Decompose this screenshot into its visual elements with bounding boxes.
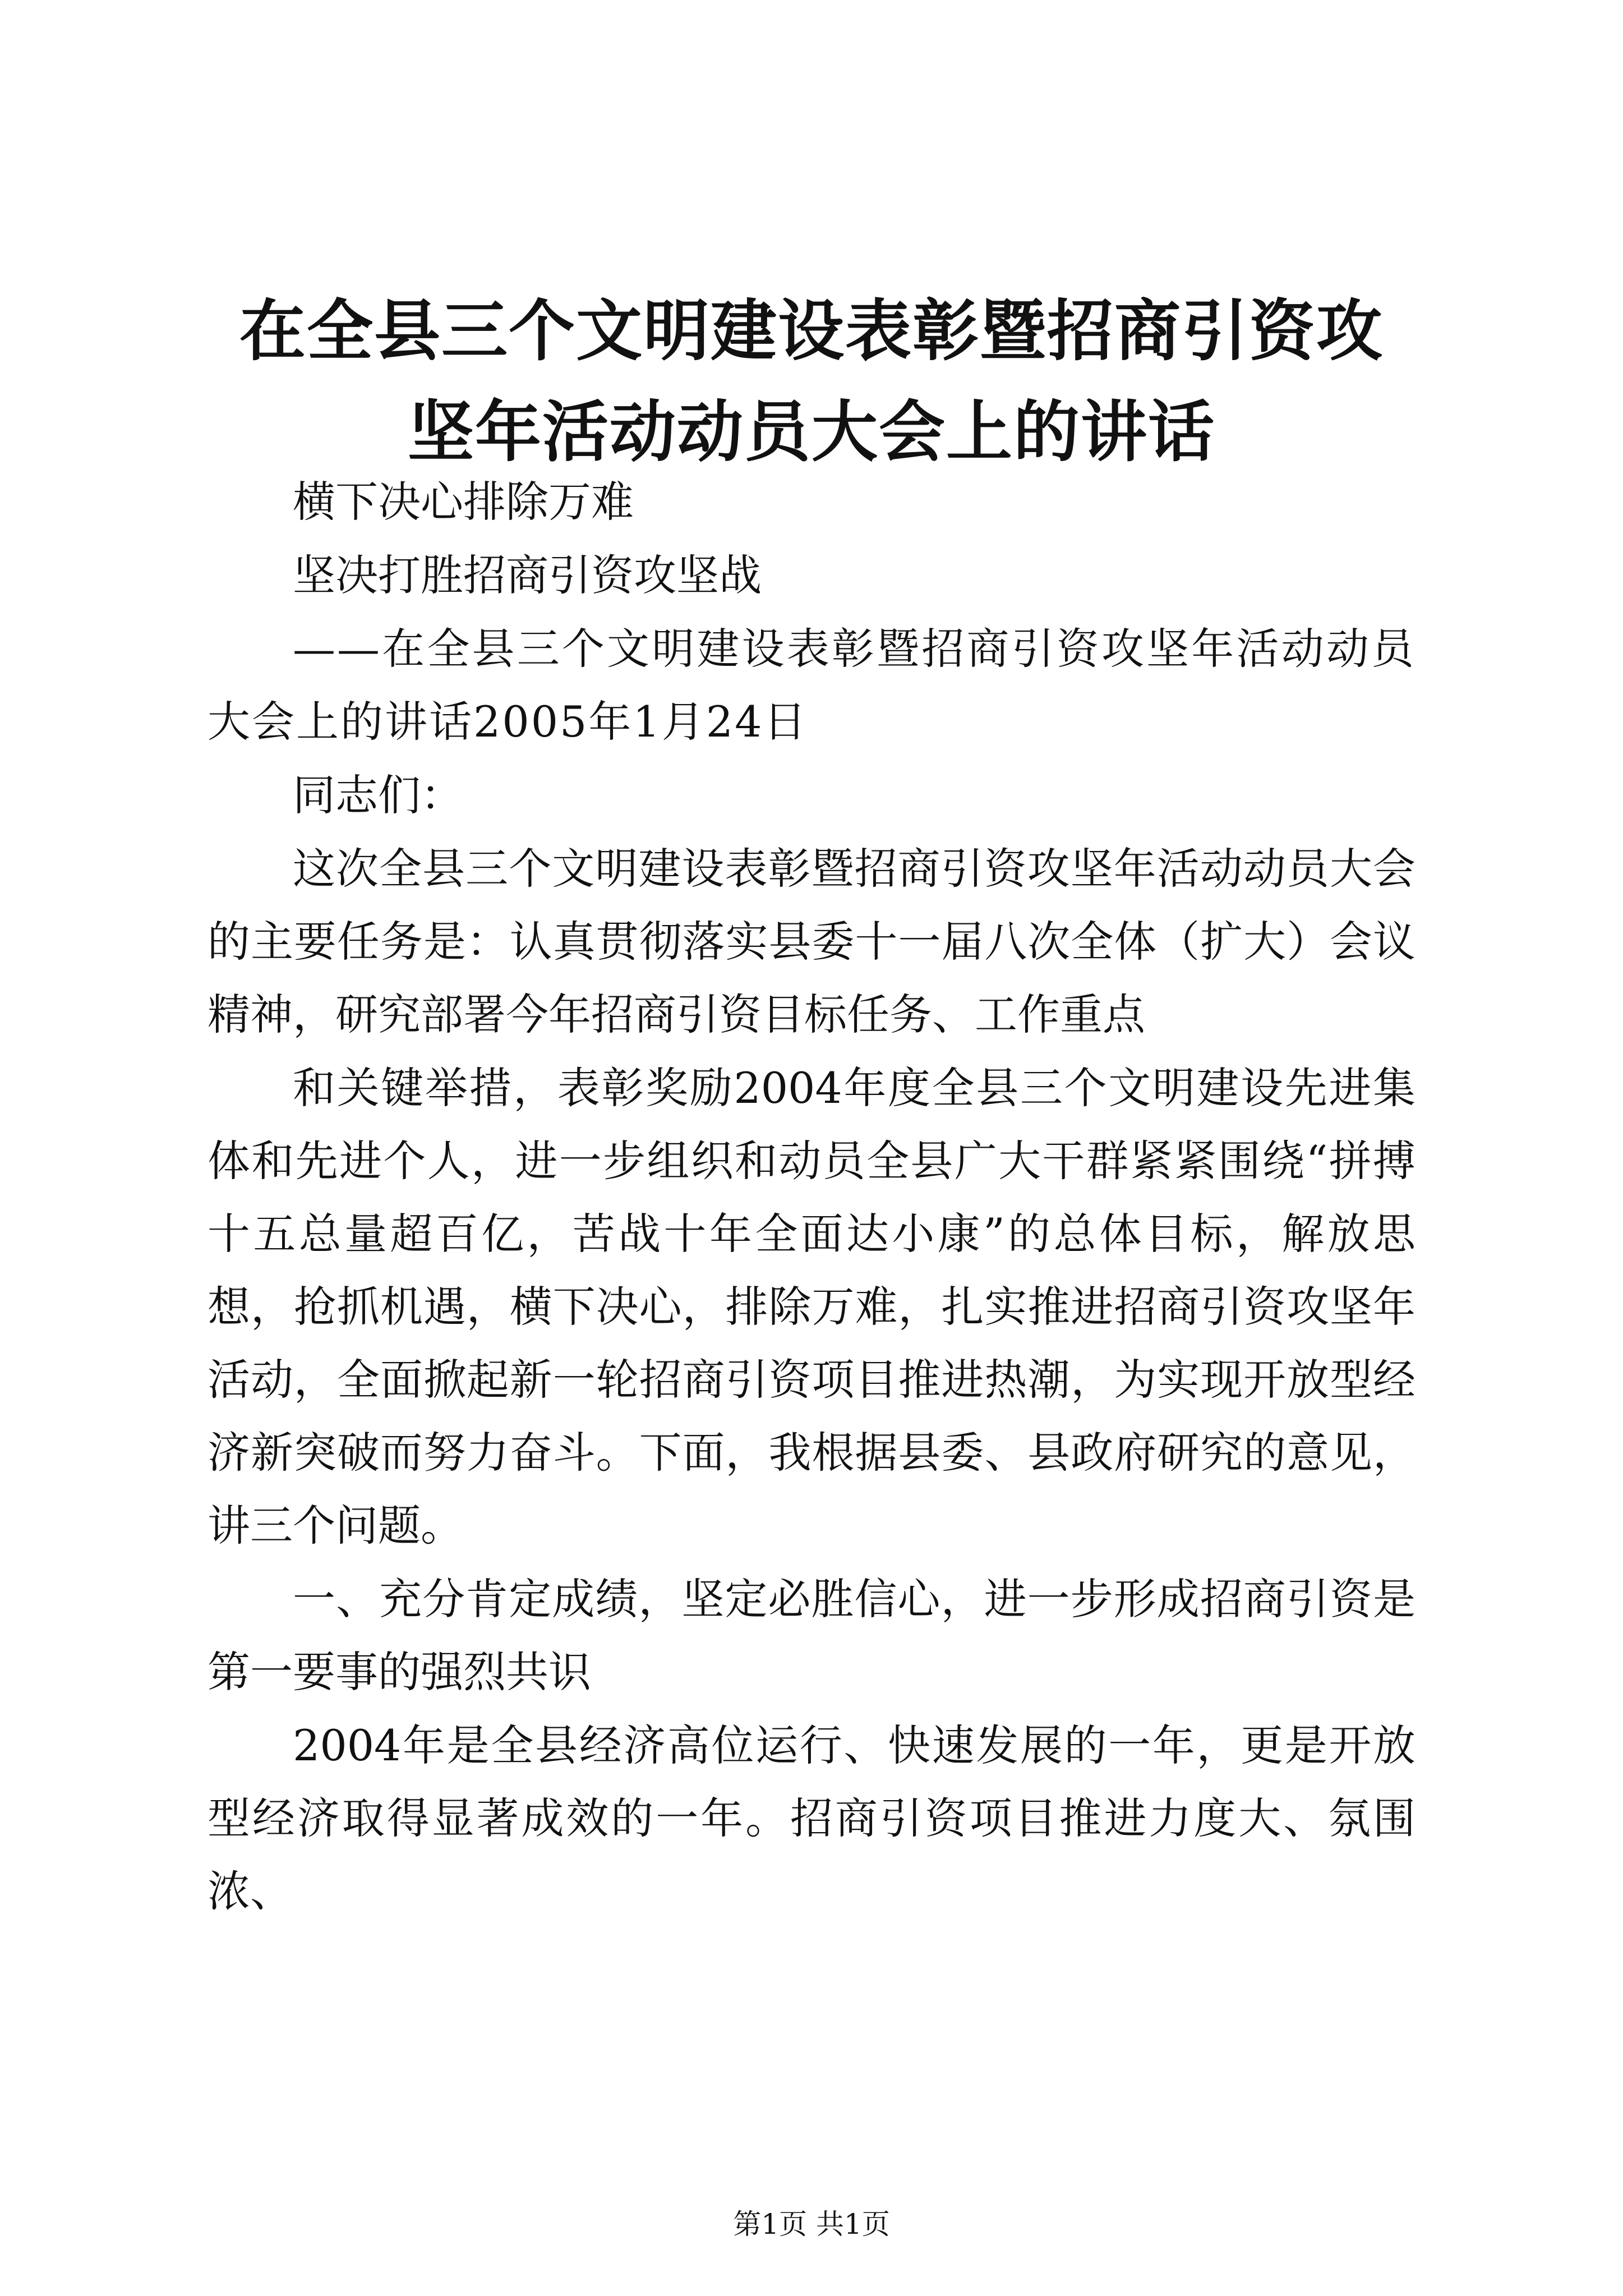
paragraph: 和关键举措，表彰奖励2004年度全县三个文明建设先进集体和先进个人，进一步组织和动员全县广大干群紧紧围绕“拼搏十五总量超百亿，苦战十年全面达小康”的总体目标，解放思想，抢抓机遇，横下决心，排除万难，扎实推进招商引资攻坚年活动，全面掀起新一轮招商引资项目推进热潮，为实现开放型经济新突破而努力奋斗。下面，我根据县委、县政府研究的意见，讲三个问题。 — [208, 1063, 1415, 1550]
document-title: 在全县三个文明建设表彰暨招商引资攻坚年活动动员大会上的讲话 — [239, 292, 1384, 471]
byline: ——在全县三个文明建设表彰暨招商引资攻坚年活动动员大会上的讲话2005年1月24日 — [208, 624, 1415, 747]
subtitle-line-2: 坚决打胜招商引资攻坚战 — [293, 550, 762, 600]
paragraph: 2004年是全县经济高位运行、快速发展的一年，更是开放型经济取得显著成效的一年。招商引资项目推进力度大、氛围浓、 — [208, 1720, 1415, 1916]
subtitle-line-1: 横下决心排除万难 — [293, 477, 634, 527]
greeting: 同志们： — [293, 770, 463, 820]
page-footer: 第1页 共1页 — [733, 2208, 890, 2240]
document-body — [208, 466, 1415, 1929]
section-heading: 一、充分肯定成绩，坚定必胜信心，进一步形成招商引资是第一要事的强烈共识 — [208, 1574, 1415, 1697]
paragraph: 这次全县三个文明建设表彰暨招商引资攻坚年活动动员大会的主要任务是：认真贯彻落实县委十一届八次全体（扩大）会议精神，研究部署今年招商引资目标任务、工作重点 — [208, 844, 1415, 1039]
